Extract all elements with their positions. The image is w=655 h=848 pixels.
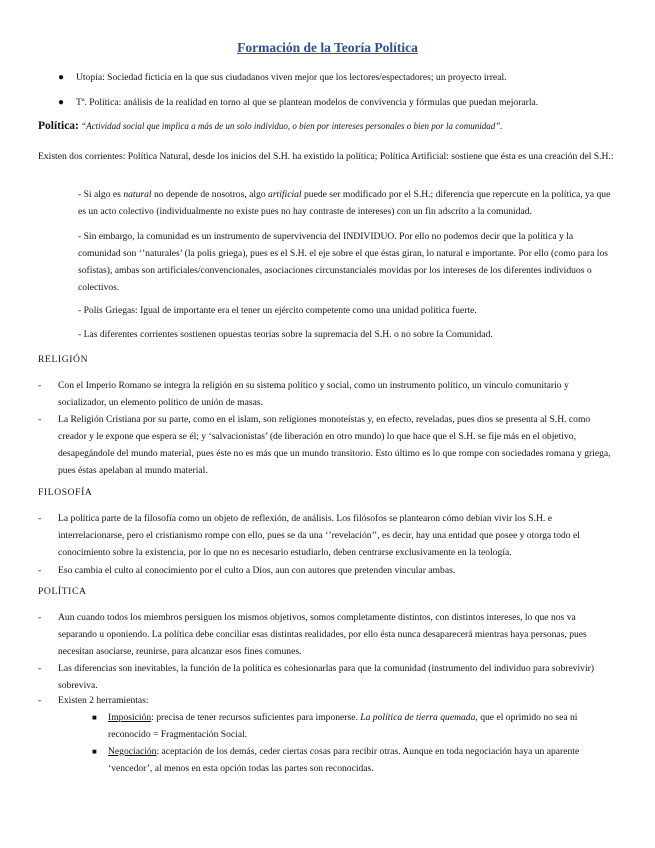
definition-term: Utopía: xyxy=(76,72,105,83)
tool-negociacion xyxy=(92,743,616,777)
dash-marker: - xyxy=(38,513,42,524)
tool-imposicion xyxy=(92,709,616,743)
text-run: , que el oprimido no sea ni reconocido = Fragmentación Social. xyxy=(108,712,578,740)
filosofia-item xyxy=(38,562,616,579)
definition-term: Tª. Política: xyxy=(76,97,122,108)
definition-text: análisis de la realidad en torno al que se plantean modelos de convivencia y fórmulas que puedan mejorarla. xyxy=(121,97,539,108)
text-run: : aceptación de los demás, ceder ciertas cosas para recibir otras. Aunque en toda negociación haya un aparente ‘vencedor’, al menos en esta opción todas las partes son reconocidas. xyxy=(108,746,580,774)
indented-paragraph-polis xyxy=(78,302,616,319)
dash-marker: - xyxy=(38,695,42,706)
item-text: Eso cambia el culto al conocimiento por el culto a Dios, aun con autores que pretenden vincular ambas. xyxy=(58,565,456,576)
section-heading-filosofia: FILOSOFÍA xyxy=(38,487,93,498)
text-run: - Si algo es xyxy=(78,189,124,200)
politica-label: Política: xyxy=(38,120,79,132)
religion-item xyxy=(38,411,616,479)
item-text: Existen 2 herramientas: xyxy=(58,695,149,706)
politica-definition xyxy=(38,119,628,134)
tool-term: Negociación xyxy=(108,746,157,757)
politica-item xyxy=(38,609,616,660)
indented-paragraph-individuo: - Sin embargo, la comunidad es un instrumento de supervivencia del INDIVIDUO. Por ello no podemos decir que la política y la comunidad son ‘’naturales’ (la polis griega), pues es el S.H. el eje sobre el que éstas giran, lo natural e importante. Por ello (como para los sofistas), ambas son artificiales/convencionales, asociaciones circunstanciales movidas por los intereses de los diferentes individuos o colectivos. xyxy=(78,231,608,293)
section-heading-religion: RELIGIÓN xyxy=(38,354,89,365)
item-text: Aun cuando todos los miembros persiguen los mismos objetivos, somos completamente distintos, con distintos intereses, lo que nos va separando u oponiendo. La política debe conciliar esas distintas realidades, por ello ésta nunca desaparecerá mientras haya personas, pues necesitan asociarse, reunirse, para alcanzar esos fines comunes. xyxy=(58,612,587,657)
section-heading-politica: POLÍTICA xyxy=(38,586,87,597)
text-run: puede ser modificado por el S.H.; diferencia que repercute en la política, ya que es un acto colectivo (individualmente no existe pues no hay contraste de intereses) con un fin adscrito a la comunidad. xyxy=(78,189,611,217)
text-run: no depende de nosotros, algo xyxy=(151,189,269,200)
document-title: Formación de la Teoría Política xyxy=(237,40,418,55)
dash-marker: - xyxy=(38,380,42,391)
text-run-label: - Polis Griegas: xyxy=(78,305,138,316)
dash-marker: - xyxy=(38,414,42,425)
text-run: : precisa de tener recursos suficientes para imponerse. xyxy=(151,712,361,723)
item-text: Las diferencias son inevitables, la función de la política es cohesionarlas para que la comunidad (instrumento del individuo para sobrevivir) sobreviva. xyxy=(58,663,595,691)
square-bullet-icon: ■ xyxy=(92,713,97,722)
text-run-italic: La política de tierra quemada xyxy=(360,712,476,723)
square-bullet-icon: ■ xyxy=(92,747,97,756)
text-run: Igual de importante era el tener un ejército competente como una unidad política fuerte. xyxy=(137,305,477,316)
indented-paragraph-corrientes: - Las diferentes corrientes sostienen opuestas teorías sobre la supremacía del S.H. o no sobre la Comunidad. xyxy=(78,329,493,340)
item-text: Con el Imperio Romano se integra la religión en su sistema político y social, como un instrumento político, un vínculo comunitario y socializador, un elemento político de unión de masas. xyxy=(58,380,569,408)
definitions-list xyxy=(58,72,618,122)
item-text: La Religión Cristiana por su parte, como en el islam, son religiones monoteístas y, en efecto, reveladas, pues dios se presenta al S.H. como creador y le expone que espera se él; y ‘salvacionistas’ (de liberación en otro mundo) lo que hace que el S.H. se fije más en el objetivo, desapegándole del mundo material, pues éste no es más que un mundo transitorio. Esto último es lo que rompe con sociedades romana y griega, pues éstas apelaban al mundo material. xyxy=(58,414,611,476)
dash-marker: - xyxy=(38,565,42,576)
indented-paragraph-natural xyxy=(78,186,616,220)
politica-quote: “Actividad social que implica a más de un solo individuo, o bien por intereses personales o bien por la comunidad”. xyxy=(78,121,503,131)
religion-item xyxy=(38,377,616,411)
text-run-italic: artificial xyxy=(268,189,302,200)
politica-item xyxy=(38,692,616,709)
item-text: La política parte de la filosofía como un objeto de reflexión, de análisis. Los filósofos se plantearon cómo debían vivir los S.H. e interrelacionarse, pero el cristianismo rompe con ello, pues se da una ‘’revelación’’, es decir, hay una entidad que posee y otorga todo el conocimiento sobre la existencia, por lo que no es necesario estudiarlo, deben centrarse exclusivamente en la teología. xyxy=(58,513,580,558)
dash-marker: - xyxy=(38,663,42,674)
filosofia-item xyxy=(38,510,616,561)
corrientes-paragraph: Existen dos corrientes: Política Natural, desde los inicios del S.H. ha existido la política; Política Artificial: sostiene que ésta es una creación del S.H.: xyxy=(38,151,614,162)
definition-text: Sociedad ficticia en la que sus ciudadanos viven mejor que los lectores/espectadores; un proyecto irreal. xyxy=(104,72,507,83)
politica-item xyxy=(38,660,616,694)
definition-utopia xyxy=(58,72,618,84)
text-run-italic: natural xyxy=(123,189,152,200)
dash-marker: - xyxy=(38,612,42,623)
tool-term: Imposición xyxy=(108,712,152,723)
definition-teoria-politica xyxy=(58,97,618,109)
bullet-icon: ● xyxy=(58,72,65,83)
bullet-icon: ● xyxy=(58,97,65,108)
